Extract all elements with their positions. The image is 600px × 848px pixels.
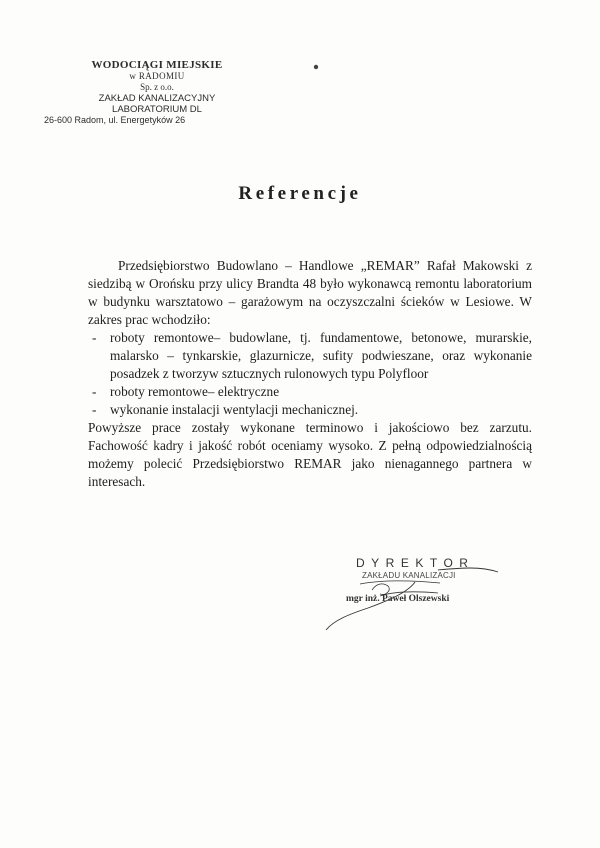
list-item: - roboty remontowe– elektryczne [88, 383, 532, 401]
letterhead-line: LABORATORIUM DL [112, 104, 202, 115]
signature-title: DYREKTOR [356, 556, 475, 570]
letterhead-line: Sp. z o.o. [140, 82, 174, 92]
intro-paragraph: Przedsiębiorstwo Budowlano – Handlowe „REMAR” Rafał Makowski z siedzibą w Orońsku przy ulicy Brandta 48 było wykonawcą remontu laboratorium w budynku warsztatowo – garażowym na oczyszczalni ścieków w Lesiowe. W zakres prac wchodziło: [88, 258, 532, 327]
handwritten-signature-icon [320, 550, 520, 640]
list-item: - roboty remontowe– budowlane, tj. fundamentowe, betonowe, murarskie, malarsko – tynkarskie, glazurnicze, sufity podwieszane, oraz wykonanie posadzek z tworzyw sztucznych rulonowych typu Polyfloor [88, 329, 532, 383]
signature-subtitle: ZAKŁADU KANALIZACJI [362, 571, 456, 580]
letterhead-stamp [44, 59, 252, 126]
list-item: - wykonanie instalacji wentylacji mechanicznej. [88, 401, 532, 419]
letterhead-line: ZAKŁAD KANALIZACYJNY [98, 93, 216, 104]
letterhead-line: WODOCIĄGI MIEJSKIE [91, 59, 223, 71]
letterhead-address: 26-600 Radom, ul. Energetyków 26 [44, 115, 186, 125]
ink-dot-icon [313, 64, 319, 70]
works-list [88, 329, 532, 419]
letterhead-line: w RADOMIU [129, 71, 185, 81]
signature-block [320, 550, 520, 640]
page-title: Referencje [238, 183, 362, 204]
closing-paragraph: Powyższe prace zostały wykonane terminowo i jakościowo bez zarzutu. Fachowość kadry i jakość robót oceniamy wysoko. Z pełną odpowiedzialnością możemy polecić Przedsiębiorstwo REMAR jako nienagannego partnera w interesach. [88, 420, 532, 489]
signature-name: mgr inż. Paweł Olszewski [346, 594, 450, 604]
letter-body [88, 257, 532, 491]
